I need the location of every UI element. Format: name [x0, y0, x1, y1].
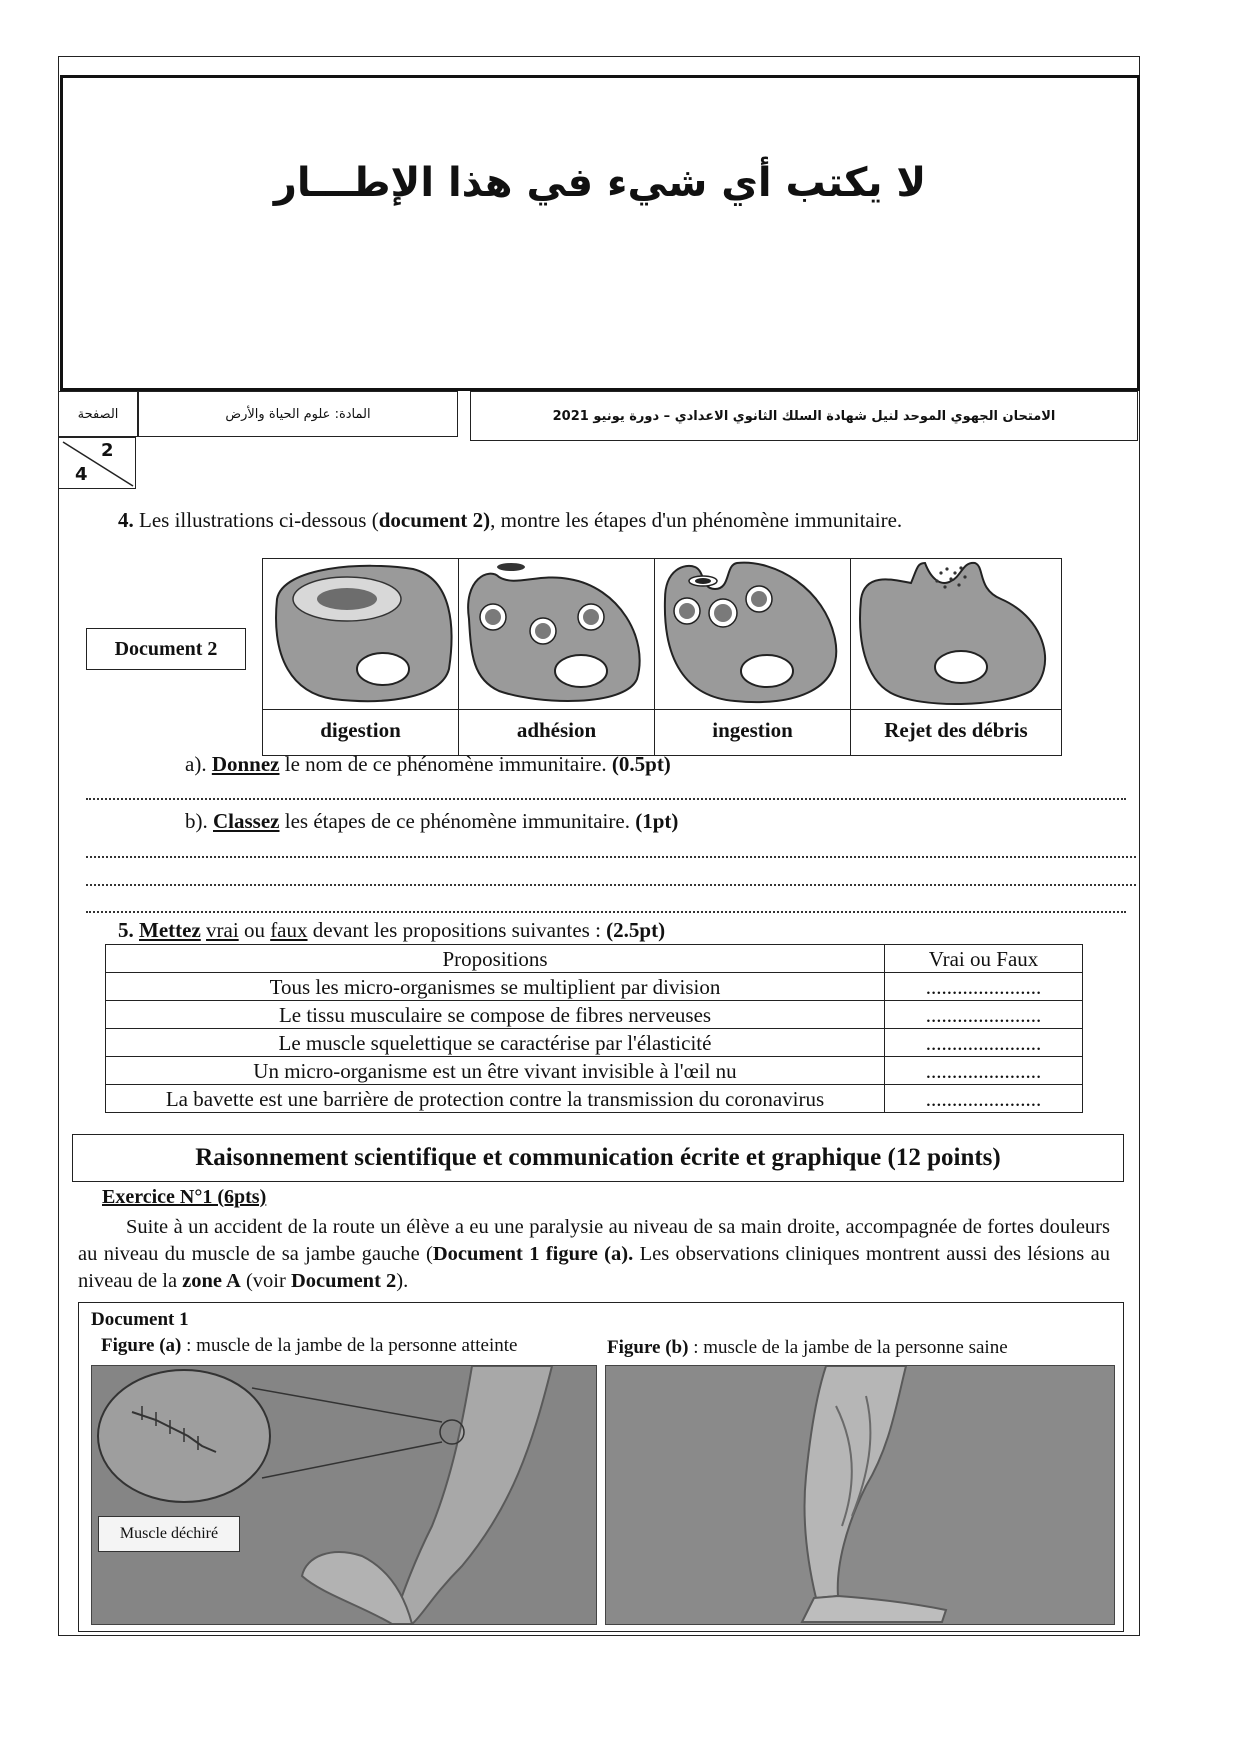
answer-blank[interactable]: ......................	[885, 973, 1083, 1001]
answer-blank[interactable]: ......................	[885, 1001, 1083, 1029]
q4b-verb: Classez	[213, 809, 280, 833]
table-row	[106, 1057, 1083, 1085]
cell-adhesion-drawing	[459, 559, 655, 709]
ex1-p1-bold1: Document 1 figure (a).	[432, 1243, 634, 1265]
q5-points: (2.5pt)	[606, 918, 666, 942]
question-4b	[185, 809, 678, 834]
ex1-p1-mid2: (voir	[240, 1270, 291, 1292]
q4-text-after: , montre les étapes d'un phénomène immunitaire.	[490, 508, 903, 532]
page-total: 4	[75, 464, 88, 485]
answer-blank[interactable]: ......................	[885, 1029, 1083, 1057]
question-4a	[185, 752, 671, 777]
banner-notice: لا يكتب أي شيء في هذا الإطـــار	[273, 160, 927, 206]
do-not-write-banner	[60, 75, 1140, 391]
figure-b-healthy-leg-photo	[605, 1365, 1115, 1625]
table-row	[106, 1085, 1083, 1113]
cell-ingestion-drawing	[655, 559, 851, 709]
true-false-table	[105, 944, 1083, 1113]
q5-word-mettez: Mettez	[139, 918, 201, 942]
q4b-points: (1pt)	[635, 809, 679, 833]
proposition-text: La bavette est une barrière de protection contre la transmission du coronavirus	[106, 1085, 885, 1113]
proposition-text: Tous les micro-organismes se multiplient par division	[106, 973, 885, 1001]
subject-box	[138, 391, 458, 437]
stage-debris-rejection-illustration	[851, 559, 1061, 709]
cell-digestion-drawing	[263, 559, 459, 709]
cell-debris-rejection-drawing	[851, 559, 1061, 709]
subject: المادة: علوم الحياة والأرض	[225, 406, 371, 422]
figure-a-text: : muscle de la jambe de la personne atteinte	[181, 1335, 518, 1356]
table-row	[106, 973, 1083, 1001]
exercise-1-paragraph	[78, 1214, 1110, 1295]
healthy-leg-drawing	[606, 1366, 1114, 1624]
ex1-p1-bold2: zone A	[182, 1270, 241, 1292]
page-label-box	[58, 391, 138, 437]
figure-a-label: Figure (a)	[101, 1335, 182, 1356]
answer-blank[interactable]: ......................	[885, 1085, 1083, 1113]
proposition-text: Un micro-organisme est un être vivant invisible à l'œil nu	[106, 1057, 885, 1085]
answer-blank[interactable]: ......................	[885, 1057, 1083, 1085]
q4a-text: le nom de ce phénomène immunitaire.	[284, 752, 607, 776]
answer-line-4b-3[interactable]	[86, 911, 1126, 913]
page-current: 2	[101, 440, 114, 461]
question-5-title	[118, 918, 665, 943]
phagocytosis-stages-figure	[262, 558, 1062, 756]
figure-a-caption	[101, 1335, 517, 1357]
q5-word-vrai: vrai	[206, 918, 239, 942]
q4-text-doc: document 2)	[378, 508, 491, 532]
answer-line-4b-2[interactable]	[86, 884, 1136, 886]
q5-word-ou: ou	[243, 918, 265, 942]
document-1-title: Document 1	[91, 1309, 189, 1330]
document-1-box	[78, 1302, 1124, 1632]
proposition-text: Le tissu musculaire se compose de fibres nerveuses	[106, 1001, 885, 1029]
ex1-p1: Suite à un accident de la route un élève a eu une paralysie au niveau de sa main droite, accompagnée de fortes douleurs au niveau du muscle de sa jambe gauche (	[78, 1216, 1110, 1265]
table-header-row	[106, 945, 1083, 973]
page-number-box	[58, 437, 136, 489]
proposition-text: Le muscle squelettique se caractérise par l'élasticité	[106, 1029, 885, 1057]
question-5-number: 5.	[118, 918, 134, 942]
exam-title-box	[470, 391, 1138, 441]
stage-label-debris-rejection: Rejet des débris	[851, 709, 1061, 755]
q4b-text: les étapes de ce phénomène immunitaire.	[284, 809, 630, 833]
ex1-p1-mid: Les observations cliniques montrent aussi des lésions au niveau de la	[78, 1243, 1110, 1292]
answer-line-4a[interactable]	[86, 798, 1126, 800]
q5-word-faux: faux	[270, 918, 308, 942]
stage-ingestion-illustration	[655, 559, 851, 709]
q5-rest: devant les propositions suivantes :	[312, 918, 601, 942]
figure-b-label: Figure (b)	[607, 1337, 689, 1358]
section-title-box	[72, 1134, 1124, 1182]
table-row	[106, 1001, 1083, 1029]
injured-leg-drawing	[92, 1366, 596, 1624]
stage-label-adhesion: adhésion	[459, 709, 655, 755]
torn-muscle-label: Muscle déchiré	[98, 1516, 240, 1552]
stage-digestion-illustration	[263, 559, 459, 709]
ex1-p1-end: ).	[396, 1270, 409, 1292]
document-2-label: Document 2	[86, 628, 246, 670]
stage-label-ingestion: ingestion	[655, 709, 851, 755]
col-header-answer: Vrai ou Faux	[885, 945, 1083, 973]
stage-label-digestion: digestion	[263, 709, 459, 755]
q4-text-before: Les illustrations ci-dessous (	[139, 508, 379, 532]
stage-adhesion-illustration	[459, 559, 655, 709]
exercise-1-title: Exercice N°1 (6pts)	[102, 1186, 267, 1208]
figure-b-caption	[607, 1337, 1008, 1359]
col-header-propositions: Propositions	[106, 945, 885, 973]
question-4-title	[118, 508, 902, 533]
page-number-diagonal	[59, 438, 137, 490]
exam-title: الامتحان الجهوي الموحد لنيل شهادة السلك الثانوي الاعدادي – دورة يونيو 2021	[552, 408, 1056, 424]
question-4-number: 4.	[118, 508, 134, 532]
table-row	[106, 1029, 1083, 1057]
answer-line-4b-1[interactable]	[86, 856, 1136, 858]
figure-b-text: : muscle de la jambe de la personne saine	[688, 1337, 1008, 1358]
q4b-prefix: b).	[185, 809, 208, 833]
figure-a-injured-leg-photo	[91, 1365, 597, 1625]
q4a-points: (0.5pt)	[611, 752, 671, 776]
section-title: Raisonnement scientifique et communication écrite et graphique (12 points)	[195, 1144, 1001, 1171]
page-label: الصفحة	[77, 406, 119, 422]
q4a-prefix: a).	[185, 752, 207, 776]
ex1-p1-bold3: Document 2	[290, 1270, 397, 1292]
q4a-verb: Donnez	[211, 752, 280, 776]
